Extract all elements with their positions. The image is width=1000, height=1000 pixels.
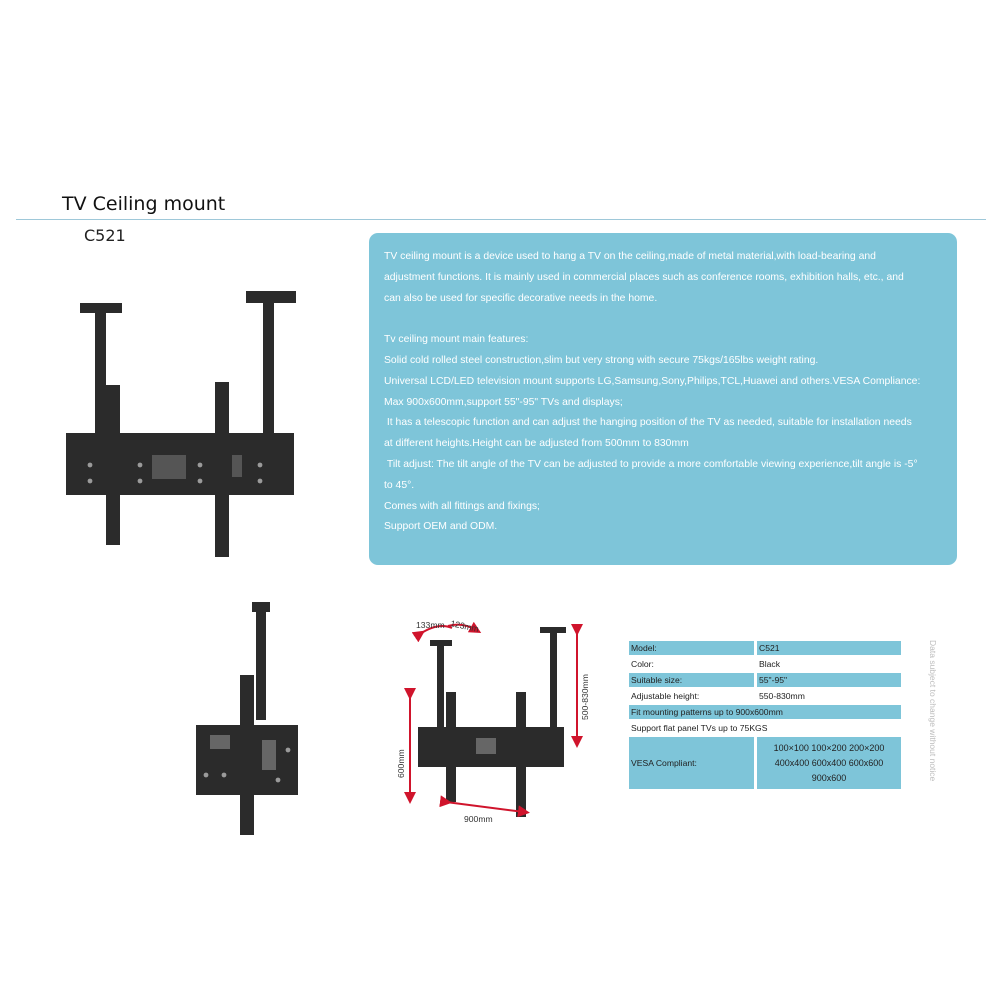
product-image-main — [60, 285, 300, 560]
spec-label: Adjustable height: — [629, 689, 754, 703]
description-line: Solid cold rolled steel construction,slim but very strong with secure 75kgs/165lbs weight rating. — [384, 354, 819, 366]
dim-label-panel-height: 600mm — [396, 749, 406, 778]
spec-row-pattern — [629, 705, 901, 719]
page-title: TV Ceiling mount — [62, 193, 226, 215]
description-line: to 45°. — [384, 479, 415, 491]
model-number: C521 — [84, 226, 126, 245]
description-line: Max 900x600mm,support 55"-95" TVs and displays; — [384, 396, 623, 408]
description-line: It has a telescopic function and can adjust the hanging position of the TV as needed, suitable for installation needs — [384, 417, 912, 429]
spec-row-model — [629, 641, 901, 655]
description-line: can also be used for specific decorative needs in the home. — [384, 292, 658, 304]
spec-label: Color: — [629, 657, 754, 671]
dim-label-height-range: 500-830mm — [580, 674, 590, 720]
dimension-diagram — [390, 612, 600, 832]
vesa-line: 900x600 — [811, 772, 847, 783]
description-line: at different heights.Height can be adjusted from 500mm to 830mm — [384, 438, 689, 450]
description-line: Universal LCD/LED television mount supports LG,Samsung,Sony,Philips,TCL,Huawei and others.VESA Compliance: — [384, 375, 921, 387]
description-line: TV ceiling mount is a device used to hang a TV on the ceiling,made of metal material,with load-bearing and — [384, 251, 876, 262]
spec-note: Support flat panel TVs up to 75KGS — [629, 721, 901, 735]
spec-label: Suitable size: — [629, 673, 754, 687]
description-line: Tv ceiling mount main features: — [384, 334, 529, 346]
vesa-line: 100×100 100×200 200×200 — [773, 742, 885, 753]
disclaimer-note: Data subject to change without notice — [928, 640, 938, 782]
description-line: adjustment functions. It is mainly used in commercial places such as conference rooms, exhibition halls, etc., and — [384, 271, 904, 283]
description-line: Support OEM and ODM. — [384, 521, 498, 533]
spec-value: Black — [754, 657, 901, 671]
dim-label-top-left: 133mm — [416, 620, 445, 630]
dim-label-top-right: 123mm — [449, 618, 480, 634]
spec-note: Fit mounting patterns up to 900x600mm — [629, 705, 901, 719]
dim-label-panel-width: 900mm — [464, 814, 493, 824]
description-panel — [369, 233, 957, 565]
spec-row-color — [629, 657, 901, 671]
description-spacer — [384, 309, 943, 330]
product-image-side — [190, 600, 310, 840]
spec-value: C521 — [754, 641, 901, 655]
spec-value-vesa — [754, 737, 901, 789]
spec-row-size — [629, 673, 901, 687]
spec-value: 55"-95" — [754, 673, 901, 687]
spec-row-height — [629, 689, 901, 703]
spec-value: 550-830mm — [754, 689, 901, 703]
vesa-line: 400x400 600x400 600x600 — [774, 757, 884, 768]
spec-label: Model: — [629, 641, 754, 655]
description-line: Tilt adjust: The tilt angle of the TV can be adjusted to provide a more comfortable viewing experience,tilt angle is -5° — [384, 458, 918, 470]
title-divider — [16, 219, 986, 220]
spec-row-support — [629, 721, 901, 735]
spec-row-vesa — [629, 737, 901, 789]
spec-label: VESA Compliant: — [629, 737, 754, 789]
spec-table — [629, 639, 901, 791]
description-line: Comes with all fittings and fixings; — [384, 500, 540, 512]
